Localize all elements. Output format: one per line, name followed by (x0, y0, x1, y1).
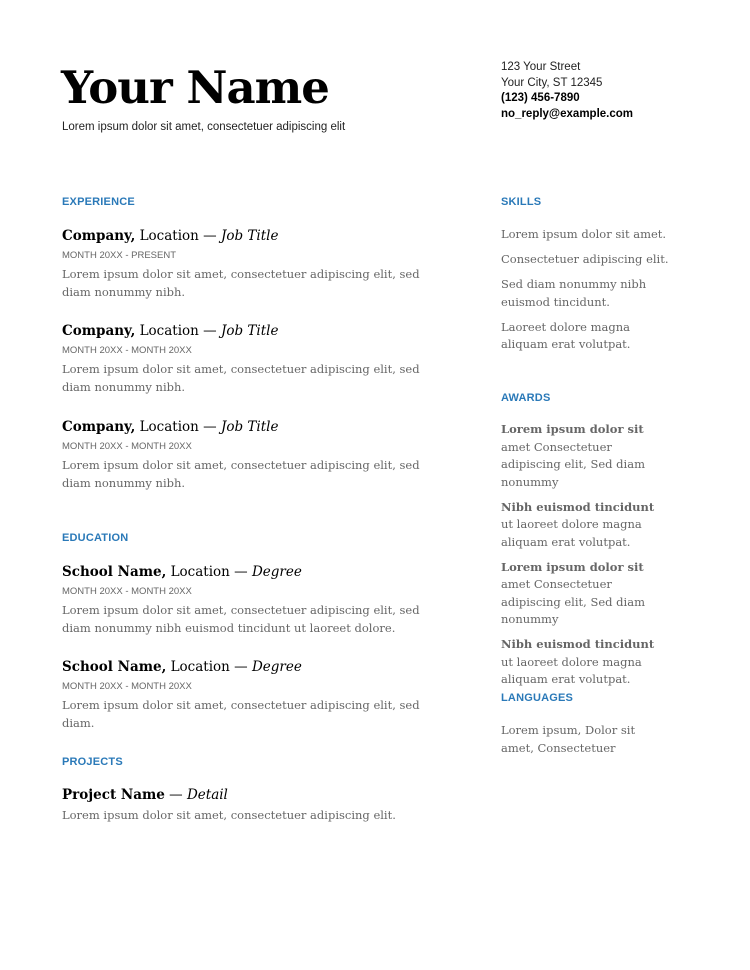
entry-dates: MONTH 20XX - MONTH 20XX (62, 681, 192, 692)
languages-text: Lorem ipsum, Dolor sit amet, Consectetuer (501, 723, 636, 755)
entry-heading (62, 658, 442, 676)
entry-heading (62, 786, 442, 804)
separator: — (164, 787, 187, 803)
degree: Degree (251, 659, 302, 675)
location: Location — (135, 419, 221, 435)
awards-list (501, 421, 669, 696)
award-item (501, 636, 669, 689)
award-title: Nibh euismod tincidunt (501, 637, 655, 651)
experience-entry (62, 418, 442, 492)
experience-entry (62, 322, 442, 396)
entry-heading (62, 418, 442, 436)
location: Location — (166, 659, 252, 675)
entry-dates: MONTH 20XX - MONTH 20XX (62, 586, 192, 597)
section-title-languages: LANGUAGES (501, 692, 574, 704)
contact-block (501, 60, 633, 122)
award-text: ut laoreet dolore magna aliquam erat volutpat. (501, 517, 642, 549)
resume-name: Your Name (61, 61, 329, 114)
resume-tagline: Lorem ipsum dolor sit amet, consectetuer adipiscing elit (62, 121, 346, 133)
entry-dates: MONTH 20XX - PRESENT (62, 250, 177, 261)
skills-list (501, 226, 676, 361)
education-entry (62, 658, 442, 732)
languages-list (501, 722, 671, 765)
award-text: ut laoreet dolore magna aliquam erat volutpat. (501, 654, 642, 686)
school-name: School Name, (62, 564, 167, 580)
location: Location — (166, 564, 252, 580)
contact-phone: (123) 456-7890 (501, 92, 580, 104)
section-title-skills: SKILLS (501, 196, 542, 208)
entry-description: Lorem ipsum dolor sit amet, consectetuer adipiscing elit, sed diam. (62, 698, 420, 730)
entry-description: Lorem ipsum dolor sit amet, consectetuer adipiscing elit. (62, 808, 396, 822)
section-title-education: EDUCATION (62, 532, 129, 544)
award-title: Nibh euismod tincidunt (501, 499, 655, 514)
award-text: amet Consectetuer adipiscing elit, Sed diam nonummy (501, 577, 645, 626)
job-title: Job Title (220, 228, 279, 244)
entry-description: Lorem ipsum dolor sit amet, consectetuer adipiscing elit, sed diam nonummy nibh. (62, 362, 420, 394)
company-name: Company, (62, 419, 136, 435)
entry-dates: MONTH 20XX - MONTH 20XX (62, 345, 192, 356)
entry-description: Lorem ipsum dolor sit amet, consectetuer adipiscing elit, sed diam nonummy nibh euismod tincidunt ut laoreet dolore. (62, 603, 420, 635)
entry-heading (62, 563, 442, 581)
contact-city: Your City, ST 12345 (501, 76, 603, 89)
entry-dates: MONTH 20XX - MONTH 20XX (62, 441, 192, 452)
section-title-projects: PROJECTS (62, 756, 123, 768)
job-title: Job Title (220, 323, 279, 339)
location: Location — (135, 228, 221, 244)
skill-item: Sed diam nonummy nibh euismod tincidunt. (501, 277, 647, 309)
location: Location — (135, 323, 221, 339)
project-entry (62, 786, 442, 825)
section-title-awards: AWARDS (501, 392, 551, 404)
job-title: Job Title (220, 419, 279, 435)
skill-item: Laoreet dolore magna aliquam erat volutpat. (501, 319, 631, 351)
section-title-experience: EXPERIENCE (62, 196, 135, 208)
skill-item: Lorem ipsum dolor sit amet. (501, 227, 667, 241)
entry-heading (62, 322, 442, 340)
company-name: Company, (62, 228, 136, 244)
degree: Degree (251, 564, 302, 580)
award-item (501, 499, 669, 552)
contact-street: 123 Your Street (501, 61, 581, 73)
experience-entry (62, 227, 442, 301)
entry-description: Lorem ipsum dolor sit amet, consectetuer adipiscing elit, sed diam nonummy nibh. (62, 458, 420, 490)
entry-heading (62, 227, 442, 245)
award-title: Lorem ipsum dolor sit (501, 422, 644, 436)
project-name: Project Name (62, 787, 165, 803)
award-title: Lorem ipsum dolor sit (501, 559, 644, 574)
company-name: Company, (62, 323, 136, 339)
project-detail: Detail (186, 787, 228, 803)
education-entry (62, 563, 442, 637)
contact-email: no_reply@example.com (501, 107, 634, 120)
award-text: amet Consectetuer adipiscing elit, Sed diam nonummy (501, 439, 645, 489)
school-name: School Name, (62, 659, 167, 675)
skill-item: Consectetuer adipiscing elit. (501, 252, 669, 266)
entry-description: Lorem ipsum dolor sit amet, consectetuer adipiscing elit, sed diam nonummy nibh. (62, 267, 420, 299)
award-item (501, 421, 669, 491)
award-item (501, 559, 669, 629)
